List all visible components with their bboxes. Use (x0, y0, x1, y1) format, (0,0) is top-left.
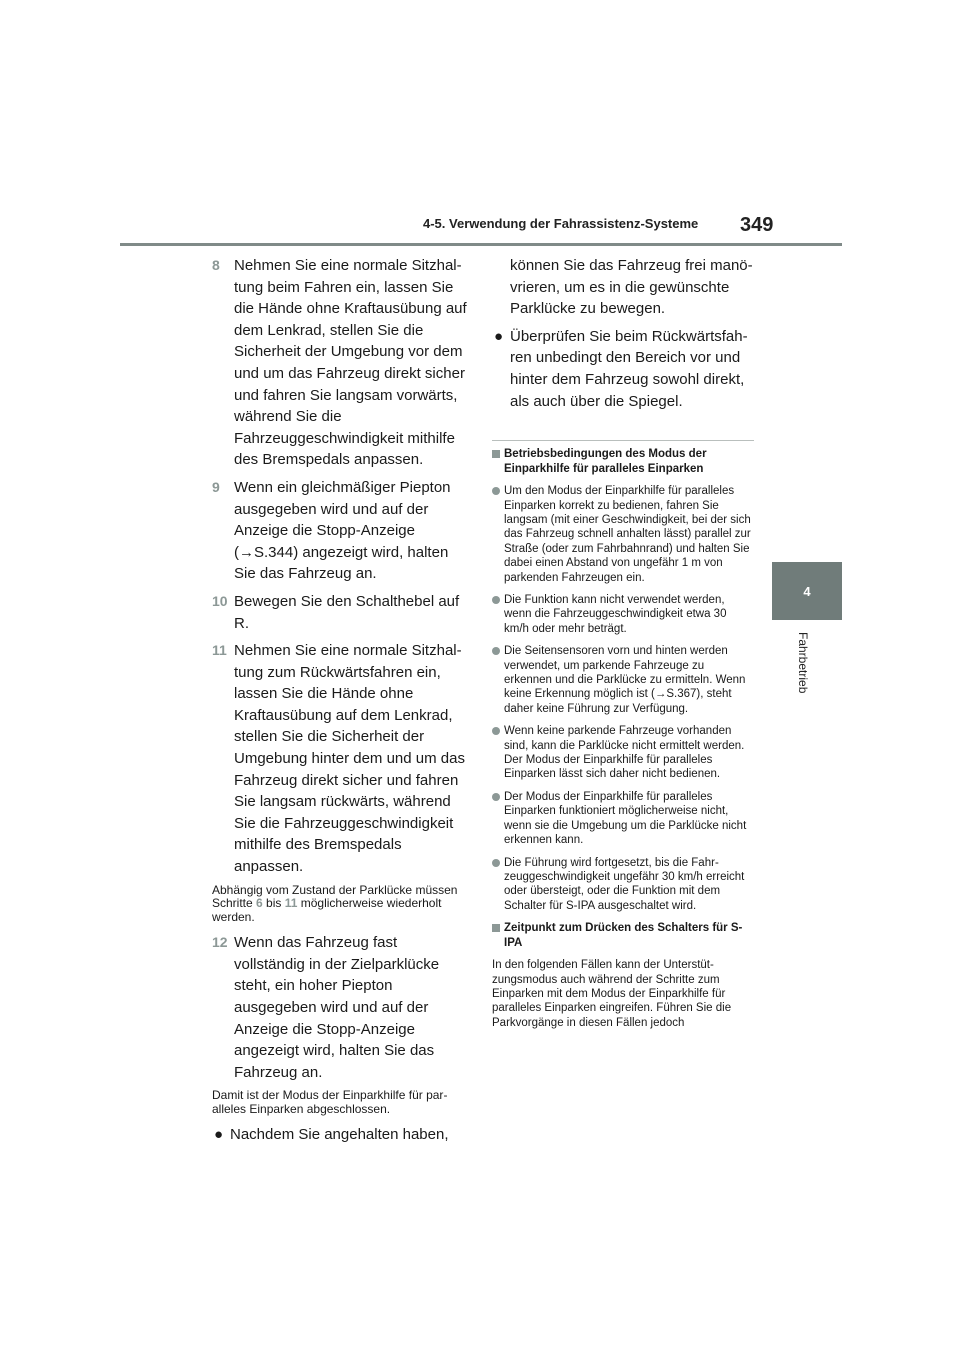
step-number: 11 (212, 642, 227, 659)
chapter-label: Fahrbetrieb (796, 632, 810, 694)
bullet-item: ● Überprüfen Sie beim Rückwärtsfahren unbedingt den Bereich vor und hinter dem Fahrzeug sowohl direkt, als auch über die Spiegel. (494, 327, 748, 410)
step-number: 8 (212, 257, 220, 273)
circle-bullet-icon (492, 859, 500, 867)
step-text: Wenn ein gleichmäßiger Piepton ausgegeben wird und auf der Anzeige die Stopp-Anzeige (→S.344) angezeigt wird, halten Sie das Fahrzeug an. (234, 478, 451, 583)
step-text: Nehmen Sie eine normale Sitzhaltung beim Fahren ein, lassen Sie die Hände ohne Kraftausübung auf dem Lenkrad, stellen Sie die Sicherheit der Umgebung vor dem und um das Fahrzeug direkt sicher und fahren Sie langsam vorwärts, während Sie die Fahrzeuggeschwindigkeit mithilfe des Bremspedals anpassen. (234, 257, 467, 469)
section-title: 4-5. Verwendung der Fahrassistenz-Systeme (423, 216, 699, 231)
step-10 (212, 591, 468, 634)
section-divider (492, 440, 754, 441)
step-9 (212, 477, 468, 585)
circle-bullet-icon (492, 487, 500, 495)
condition-item: Die Seitensensoren vorn und hinten werden verwendet, um parkende Fahrzeuge zu erkennen und die Parklücke zu ermitteln. Wenn keine Erkennung möglich ist (→S.367), steht daher keine Führung zur Verfügung. (492, 644, 754, 716)
chapter-tab (772, 562, 842, 620)
section-heading: Zeitpunkt zum Drücken des Schalters für S-IPA (492, 921, 754, 950)
completion-note: Damit ist der Modus der Einparkhilfe für paralleles Einparken abgeschlossen. (212, 1088, 448, 1116)
condition-item: Die Funktion kann nicht verwendet werden, wenn die Fahrzeuggeschwindigkeit etwa 30 km/h oder mehr beträgt. (492, 593, 754, 636)
chapter-number: 4 (803, 583, 811, 599)
bullet-icon: ● (494, 327, 504, 345)
condition-item: Wenn keine parkende Fahrzeuge vorhanden sind, kann die Parklücke nicht ermittelt werden. Der Modus der Einparkhilfe für paralleles Einparken lässt sich daher nicht bedienen. (492, 724, 754, 782)
note-step-ref: 11 (284, 896, 298, 911)
step-text: Wenn das Fahrzeug fast vollständig in der Zielparklücke steht, ein hoher Piepton ausgegeben wird und auf der Anzeige die Stopp-Anzeige angezeigt wird, halten Sie das Fahrzeug an. (234, 934, 440, 1081)
bullet-continuation: können Sie das Fahrzeug frei manövrieren, um es in die gewünschte Parklücke zu bewegen. (510, 257, 753, 318)
circle-bullet-icon (492, 727, 500, 735)
circle-bullet-icon (492, 793, 500, 801)
circle-bullet-icon (492, 596, 500, 604)
step-number: 10 (212, 592, 228, 609)
condition-item: Die Führung wird fortgesetzt, bis die Fahrzeuggeschwindigkeit ungefähr 30 km/h erreicht oder übersteigt, oder die Funktion mit dem Schalter für S-IPA ausgeschaltet wird. (492, 856, 754, 914)
square-icon (492, 450, 500, 458)
section-paragraph: In den folgenden Fällen kann der Unterstützungsmodus auch während der Schritte zum Einparken mit dem Modus der Einparkhilfe für paralleles Einparken eingreifen. Führen Sie die Parkvorgänge in diesen Fällen jedoch (492, 959, 732, 1029)
page-number: 349 (740, 214, 774, 236)
step-number: 9 (212, 478, 220, 495)
step-text: Bewegen Sie den Schalthebel auf R. (234, 592, 460, 632)
left-column (212, 255, 468, 1146)
step-text: Nehmen Sie eine normale Sitzhaltung zum Rückwärtsfahren ein, lassen Sie die Hände ohne Kraftausübung auf dem Lenkrad, stellen Sie die Sicherheit der Umgebung hinter dem und um das Fahrzeug direkt sicher und fahren Sie langsam rückwärts, während Sie die Fahrzeuggeschwindigkeit mithilfe des Bremspedals anpassen. (234, 642, 465, 876)
header-divider (120, 243, 842, 246)
right-column (492, 255, 754, 1030)
step-11 (212, 640, 468, 878)
square-icon (492, 924, 500, 932)
bullet-item: ● Nachdem Sie angehalten haben, (212, 1124, 468, 1146)
circle-bullet-icon (492, 647, 500, 655)
step-12 (212, 932, 468, 1083)
step-note: Abhängig vom Zustand der Parklücke müssen Schritte 6 bis 11 möglicherweise wiederholt werden. (212, 882, 458, 924)
note-step-ref: 6 (256, 896, 263, 911)
step-number: 12 (212, 934, 228, 951)
step-8 (212, 255, 468, 471)
condition-item: Der Modus der Einparkhilfe für paralleles Einparken funktioniert möglicherweise nicht, wenn sie die Umgebung um die Parklücke nicht erkennen kann. (492, 790, 754, 848)
section-heading: Betriebsbedingungen des Modus der Einparkhilfe für paralleles Einparken (492, 447, 754, 476)
bullet-icon: ● (214, 1126, 224, 1144)
condition-item: Um den Modus der Einparkhilfe für paralleles Einparken korrekt zu bedienen, fahren Sie langsam (mit einer Geschwindigkeit, bei der sich das Fahrzeug schnell anhalten lässt) parallel zur Straße (oder zum Fahrbahnrand) und halten Sie dabei einen Abstand von ungefähr 1 m von parkenden Fahrzeugen ein. (492, 484, 754, 585)
